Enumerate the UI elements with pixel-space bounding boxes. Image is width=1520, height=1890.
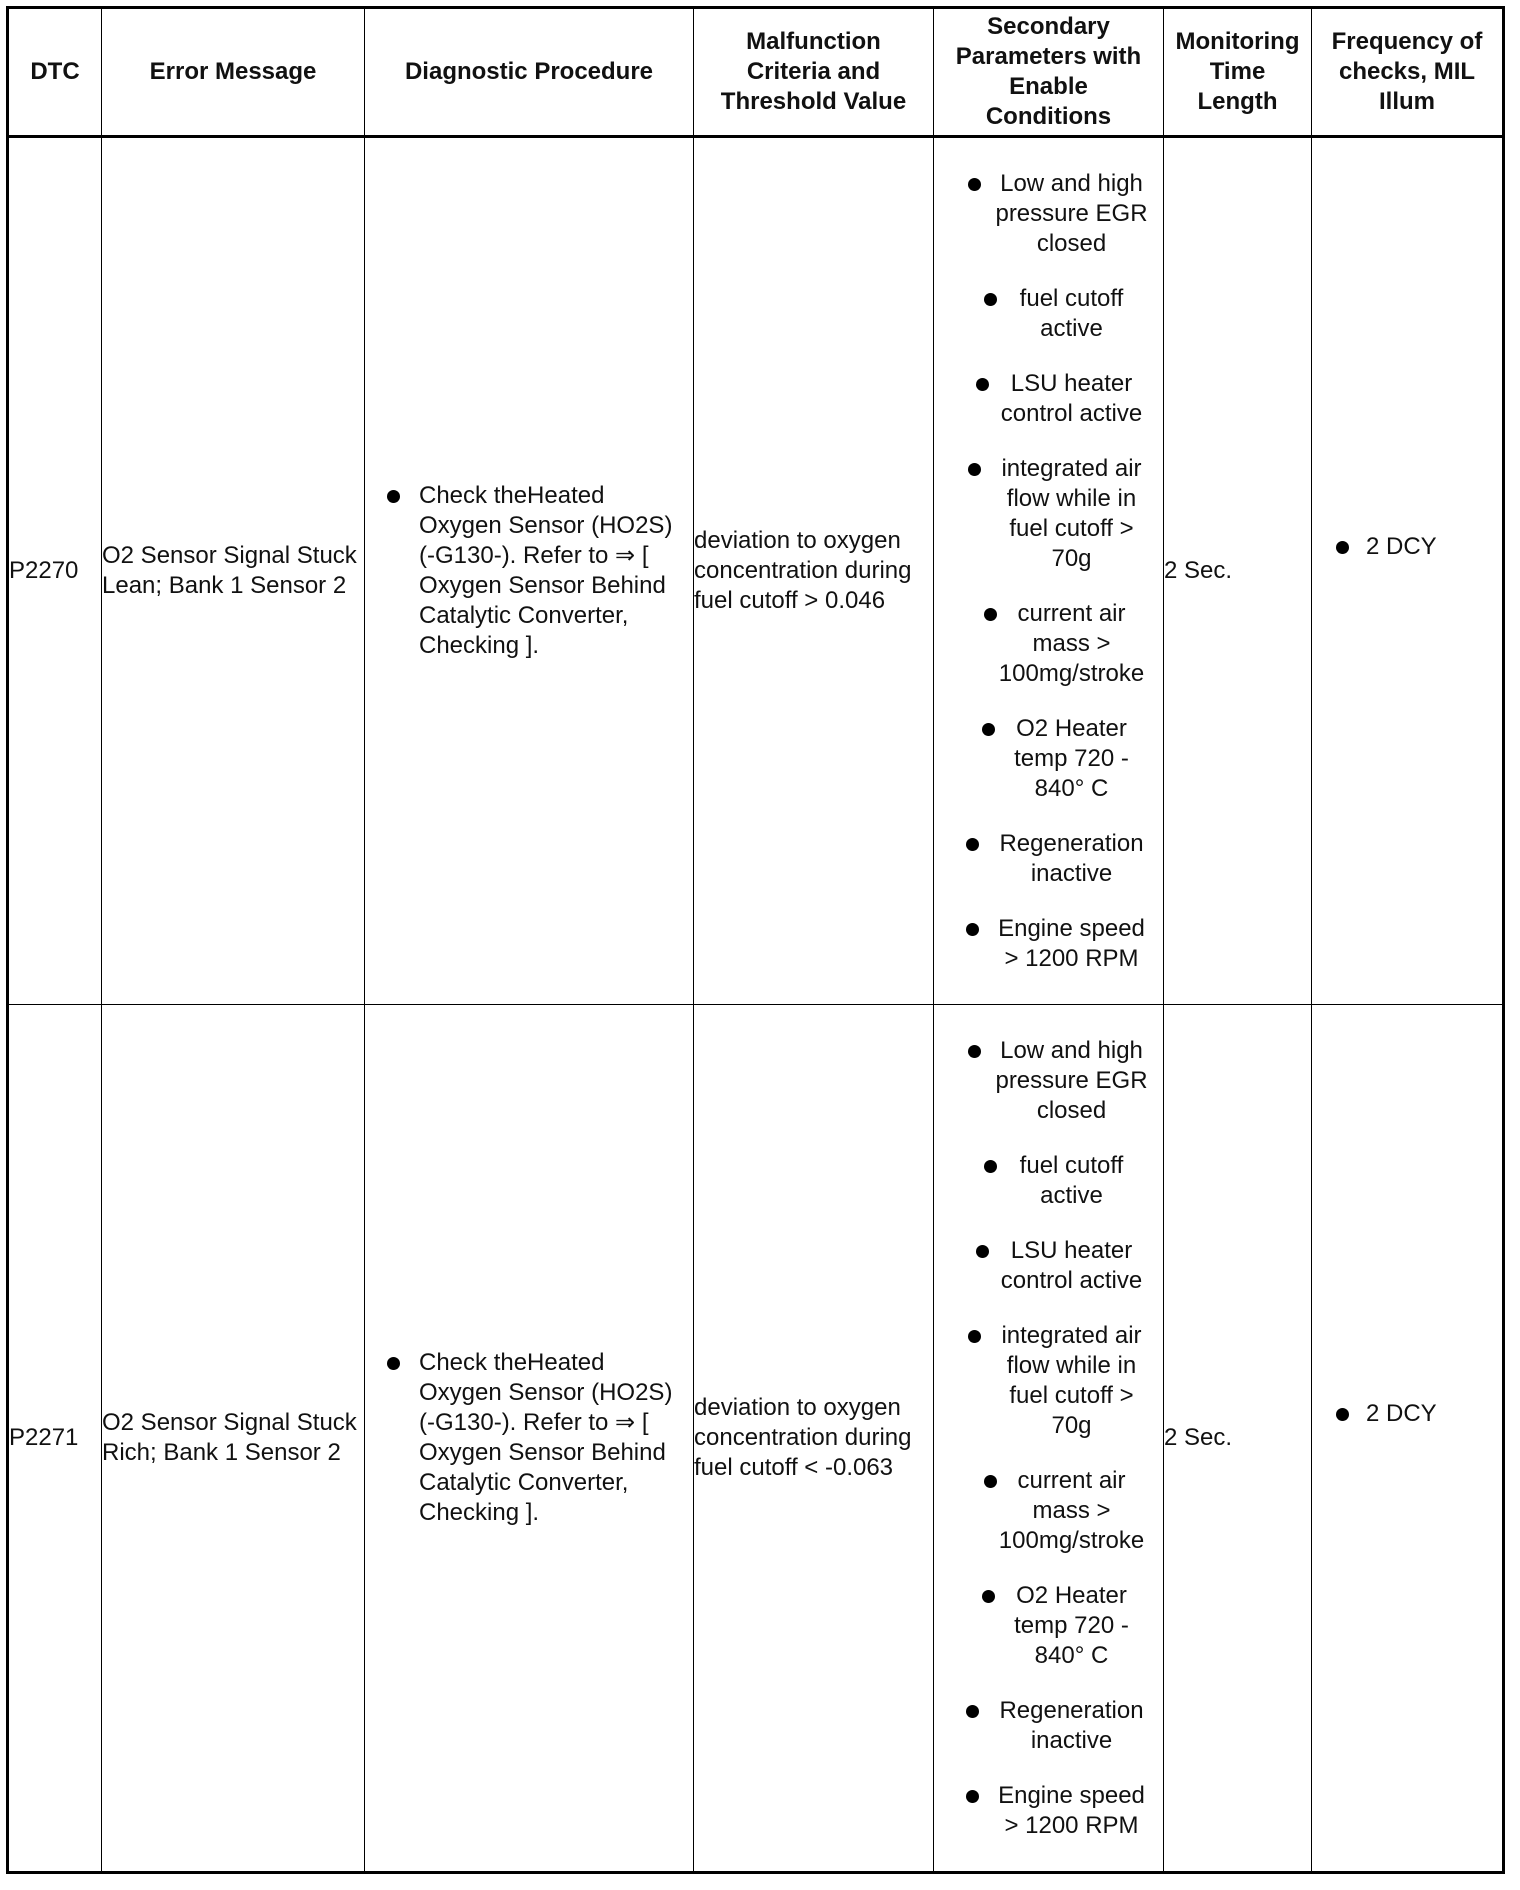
dtc-code: P2271: [8, 1005, 102, 1873]
header-dtc: DTC: [8, 8, 102, 137]
bullet-icon: [982, 723, 995, 736]
parameter-text: LSU heater control active: [1000, 1236, 1143, 1294]
dtc-table: [6, 6, 1505, 1874]
bullet-icon: [968, 463, 981, 476]
frequency-cell: [1312, 1005, 1504, 1873]
parameter-text: Low and high pressure EGR closed: [995, 169, 1148, 257]
list-item: [934, 1236, 1163, 1296]
list-item: [934, 829, 1163, 889]
secondary-parameters-list: [934, 1036, 1163, 1841]
error-message: O2 Sensor Signal Stuck Rich; Bank 1 Sensor 2: [102, 1005, 365, 1873]
list-item: [934, 1781, 1163, 1841]
list-item: [1312, 532, 1502, 562]
bullet-icon: [966, 838, 979, 851]
bullet-icon: [387, 1357, 400, 1370]
list-item: [934, 284, 1163, 344]
diagnostic-procedure-cell: [365, 137, 694, 1005]
parameter-text: current air mass > 100mg/stroke: [998, 1466, 1145, 1554]
bullet-icon: [387, 490, 400, 503]
diagnostic-procedure-cell: [365, 1005, 694, 1873]
bullet-icon: [968, 1330, 981, 1343]
procedure-list: [365, 481, 693, 661]
header-error-message: Error Message: [102, 8, 365, 137]
list-item: [934, 1036, 1163, 1126]
parameter-text: LSU heater control active: [1000, 369, 1143, 427]
procedure-list: [365, 1348, 693, 1528]
header-diagnostic-procedure: Diagnostic Procedure: [365, 8, 694, 137]
list-item: [934, 1696, 1163, 1756]
list-item: [365, 1348, 693, 1528]
frequency-list: [1312, 532, 1502, 562]
list-item: [934, 369, 1163, 429]
header-malfunction-criteria: Malfunction Criteria and Threshold Value: [694, 8, 934, 137]
monitoring-time: 2 Sec.: [1164, 137, 1312, 1005]
frequency-list: [1312, 1399, 1502, 1429]
bullet-icon: [1336, 1408, 1349, 1421]
parameter-text: fuel cutoff active: [1019, 1151, 1124, 1209]
bullet-icon: [968, 1045, 981, 1058]
parameter-text: integrated air flow while in fuel cutoff > 70g: [1001, 454, 1142, 572]
bullet-icon: [984, 293, 997, 306]
bullet-icon: [966, 1790, 979, 1803]
table-row: [8, 1005, 1504, 1873]
list-item: [934, 599, 1163, 689]
parameter-text: O2 Heater temp 720 - 840° C: [1014, 1581, 1129, 1669]
list-item: [934, 454, 1163, 574]
list-item: [365, 481, 693, 661]
bullet-icon: [984, 608, 997, 621]
header-frequency: Frequency of checks, MIL Illum: [1312, 8, 1504, 137]
frequency-text: 2 DCY: [1366, 533, 1437, 560]
malfunction-criteria: deviation to oxygen concentration during fuel cutoff > 0.046: [694, 137, 934, 1005]
list-item: [934, 914, 1163, 974]
list-item: [934, 1151, 1163, 1211]
bullet-icon: [982, 1590, 995, 1603]
bullet-icon: [966, 1705, 979, 1718]
frequency-cell: [1312, 137, 1504, 1005]
monitoring-time: 2 Sec.: [1164, 1005, 1312, 1873]
frequency-text: 2 DCY: [1366, 1400, 1437, 1427]
bullet-icon: [968, 178, 981, 191]
procedure-text: Check theHeated Oxygen Sensor (HO2S) (-G130-). Refer to ⇒ [ Oxygen Sensor Behind Catalytic Converter, Checking ].: [419, 482, 673, 659]
list-item: [1312, 1399, 1502, 1429]
parameter-text: Engine speed > 1200 RPM: [998, 914, 1145, 972]
parameter-text: fuel cutoff active: [1019, 284, 1124, 342]
bullet-icon: [1336, 541, 1349, 554]
secondary-parameters-list: [934, 169, 1163, 974]
bullet-icon: [976, 1245, 989, 1258]
bullet-icon: [984, 1475, 997, 1488]
parameter-text: current air mass > 100mg/stroke: [998, 599, 1145, 687]
secondary-parameters-cell: [934, 137, 1164, 1005]
parameter-text: integrated air flow while in fuel cutoff > 70g: [1001, 1321, 1142, 1439]
header-secondary-parameters: Secondary Parameters with Enable Conditions: [934, 8, 1164, 137]
malfunction-criteria: deviation to oxygen concentration during fuel cutoff < -0.063: [694, 1005, 934, 1873]
bullet-icon: [984, 1160, 997, 1173]
header-row: [8, 8, 1504, 137]
secondary-parameters-cell: [934, 1005, 1164, 1873]
dtc-code: P2270: [8, 137, 102, 1005]
list-item: [934, 1581, 1163, 1671]
header-monitoring-time: Monitoring Time Length: [1164, 8, 1312, 137]
parameter-text: O2 Heater temp 720 - 840° C: [1014, 714, 1129, 802]
table-row: [8, 137, 1504, 1005]
parameter-text: Low and high pressure EGR closed: [995, 1036, 1148, 1124]
procedure-text: Check theHeated Oxygen Sensor (HO2S) (-G130-). Refer to ⇒ [ Oxygen Sensor Behind Catalytic Converter, Checking ].: [419, 1349, 673, 1526]
bullet-icon: [976, 378, 989, 391]
list-item: [934, 714, 1163, 804]
list-item: [934, 169, 1163, 259]
bullet-icon: [966, 923, 979, 936]
list-item: [934, 1321, 1163, 1441]
parameter-text: Engine speed > 1200 RPM: [998, 1781, 1145, 1839]
parameter-text: Regeneration inactive: [999, 1696, 1144, 1754]
error-message: O2 Sensor Signal Stuck Lean; Bank 1 Sensor 2: [102, 137, 365, 1005]
list-item: [934, 1466, 1163, 1556]
parameter-text: Regeneration inactive: [999, 829, 1144, 887]
